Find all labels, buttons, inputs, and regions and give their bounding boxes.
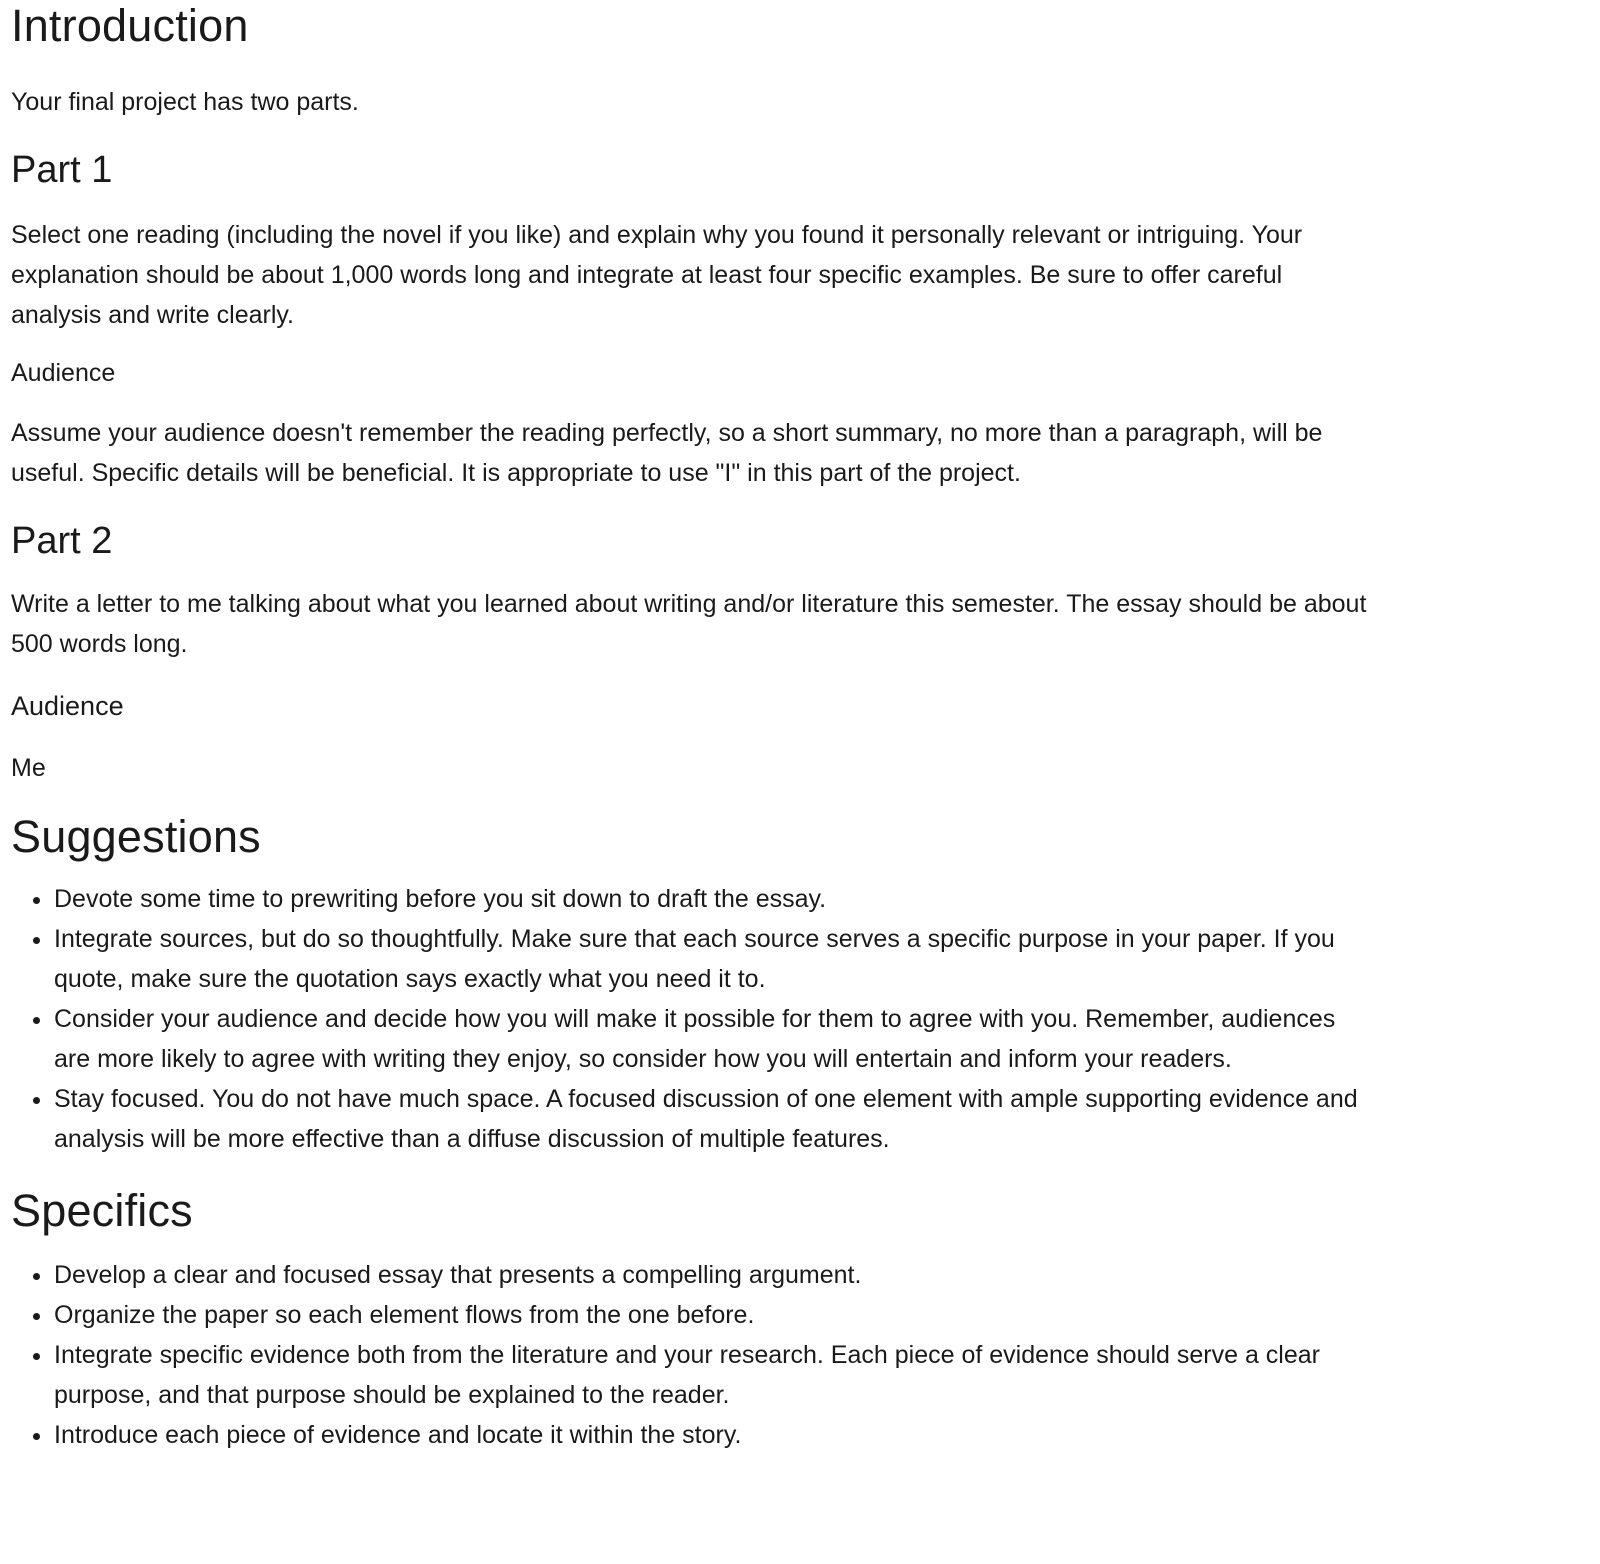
part2-heading: Part 2 xyxy=(11,520,113,562)
introduction-heading: Introduction xyxy=(11,0,249,51)
part1-audience-heading: Audience xyxy=(11,359,116,387)
part2-audience-heading: Audience xyxy=(11,691,124,721)
specifics-list xyxy=(11,1255,1371,1455)
introduction-text: Your final project has two parts. xyxy=(11,88,359,116)
specific-item: • Integrate specific evidence both from the literature and your research. Each piece of evidence should serve a clear purpose, and that purpose should be explained to the reader. xyxy=(54,1335,1371,1415)
part1-audience-text: Assume your audience doesn't remember the reading perfectly, so a short summary, no more than a paragraph, will be useful. Specific details will be beneficial. It is appropriate to use "I" in this part of the project. xyxy=(11,419,1323,487)
specific-item: • Develop a clear and focused essay that presents a compelling argument. xyxy=(54,1255,1371,1295)
specifics-heading: Specifics xyxy=(11,1185,193,1236)
part2-text: Write a letter to me talking about what you learned about writing and/or literature this semester. The essay should be about 500 words long. xyxy=(11,590,1367,658)
suggestion-item: • Integrate sources, but do so thoughtfully. Make sure that each source serves a specific purpose in your paper. If you quote, make sure the quotation says exactly what you need it to. xyxy=(54,919,1371,999)
part1-text: Select one reading (including the novel if you like) and explain why you found it personally relevant or intriguing. Your explanation should be about 1,000 words long and integrate at least four specific examples. Be sure to offer careful analysis and write clearly. xyxy=(11,221,1303,329)
suggestions-list xyxy=(11,879,1371,1159)
part1-heading: Part 1 xyxy=(11,149,113,191)
specific-item: • Organize the paper so each element flows from the one before. xyxy=(54,1295,1371,1335)
part2-audience-text: Me xyxy=(11,754,46,782)
suggestion-item: • Stay focused. You do not have much space. A focused discussion of one element with ample supporting evidence and analysis will be more effective than a diffuse discussion of multiple features. xyxy=(54,1079,1371,1159)
suggestion-item: • Devote some time to prewriting before you sit down to draft the essay. xyxy=(54,879,1371,919)
suggestion-item: • Consider your audience and decide how you will make it possible for them to agree with you. Remember, audiences are more likely to agree with writing they enjoy, so consider how you will entertain and inform your readers. xyxy=(54,999,1371,1079)
specific-item: • Introduce each piece of evidence and locate it within the story. xyxy=(54,1415,1371,1455)
suggestions-heading: Suggestions xyxy=(11,811,261,862)
